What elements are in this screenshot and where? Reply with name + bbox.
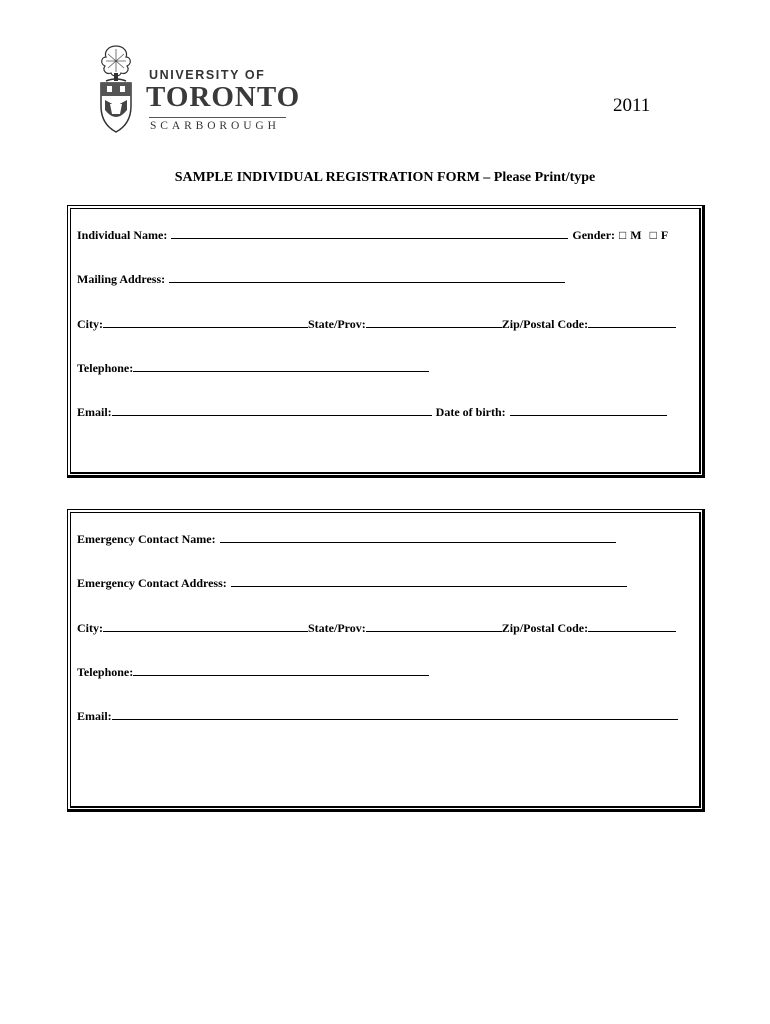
emergency-name-label: Emergency Contact Name: (77, 532, 216, 546)
mailing-address-field[interactable] (169, 270, 565, 283)
telephone-field[interactable] (133, 359, 429, 372)
crest-icon (96, 44, 136, 134)
form-title: SAMPLE INDIVIDUAL REGISTRATION FORM – Please Print/type (174, 170, 596, 185)
emergency-zip-field[interactable] (588, 619, 676, 632)
zip-label: Zip/Postal Code: (501, 317, 589, 331)
gender-f-label: F (660, 228, 669, 242)
emergency-zip-label: Zip/Postal Code: (501, 621, 589, 635)
emergency-telephone-field[interactable] (133, 663, 429, 676)
emergency-telephone-label: Telephone: (77, 665, 134, 679)
logo-toronto: TORONTO (146, 81, 301, 113)
emergency-telephone-row (77, 663, 429, 680)
emergency-city-field[interactable] (103, 619, 308, 632)
mailing-address-label: Mailing Address: (77, 272, 166, 286)
email-label: Email: (77, 405, 112, 419)
emergency-email-field[interactable] (112, 707, 678, 720)
telephone-row (77, 359, 429, 376)
individual-name-row (77, 226, 668, 243)
emergency-state-label: State/Prov: (308, 621, 366, 635)
university-logo (96, 44, 301, 136)
emergency-section (67, 509, 705, 812)
mailing-address-row (77, 270, 565, 287)
emergency-address-label: Emergency Contact Address: (77, 576, 227, 590)
emergency-name-row (77, 530, 616, 547)
emergency-city-row (77, 619, 676, 636)
state-field[interactable] (366, 315, 502, 328)
state-label: State/Prov: (308, 317, 366, 331)
individual-section (67, 205, 705, 478)
email-field[interactable] (112, 403, 432, 416)
emergency-address-field[interactable] (231, 574, 627, 587)
email-row (77, 403, 667, 420)
logo-scarborough: SCARBOROUGH (150, 120, 280, 132)
individual-name-label: Individual Name: (77, 228, 168, 242)
emergency-name-field[interactable] (220, 530, 616, 543)
city-label: City: (77, 317, 103, 331)
year: 2011 (613, 95, 651, 116)
dob-label: Date of birth: (435, 405, 506, 419)
city-row (77, 315, 676, 332)
gender-m-label: M (630, 228, 642, 242)
logo-university-of: UNIVERSITY OF (149, 68, 266, 82)
city-field[interactable] (103, 315, 308, 328)
individual-name-field[interactable] (171, 226, 568, 239)
emergency-city-label: City: (77, 621, 103, 635)
gender-f-checkbox[interactable]: □ (649, 228, 657, 242)
dob-field[interactable] (510, 403, 667, 416)
logo-divider (149, 117, 286, 118)
emergency-email-label: Email: (77, 709, 112, 723)
gender-label: Gender: (572, 228, 616, 242)
emergency-email-row (77, 707, 678, 724)
emergency-address-row (77, 574, 627, 591)
telephone-label: Telephone: (77, 361, 134, 375)
emergency-state-field[interactable] (366, 619, 502, 632)
zip-field[interactable] (588, 315, 676, 328)
gender-m-checkbox[interactable]: □ (619, 228, 627, 242)
